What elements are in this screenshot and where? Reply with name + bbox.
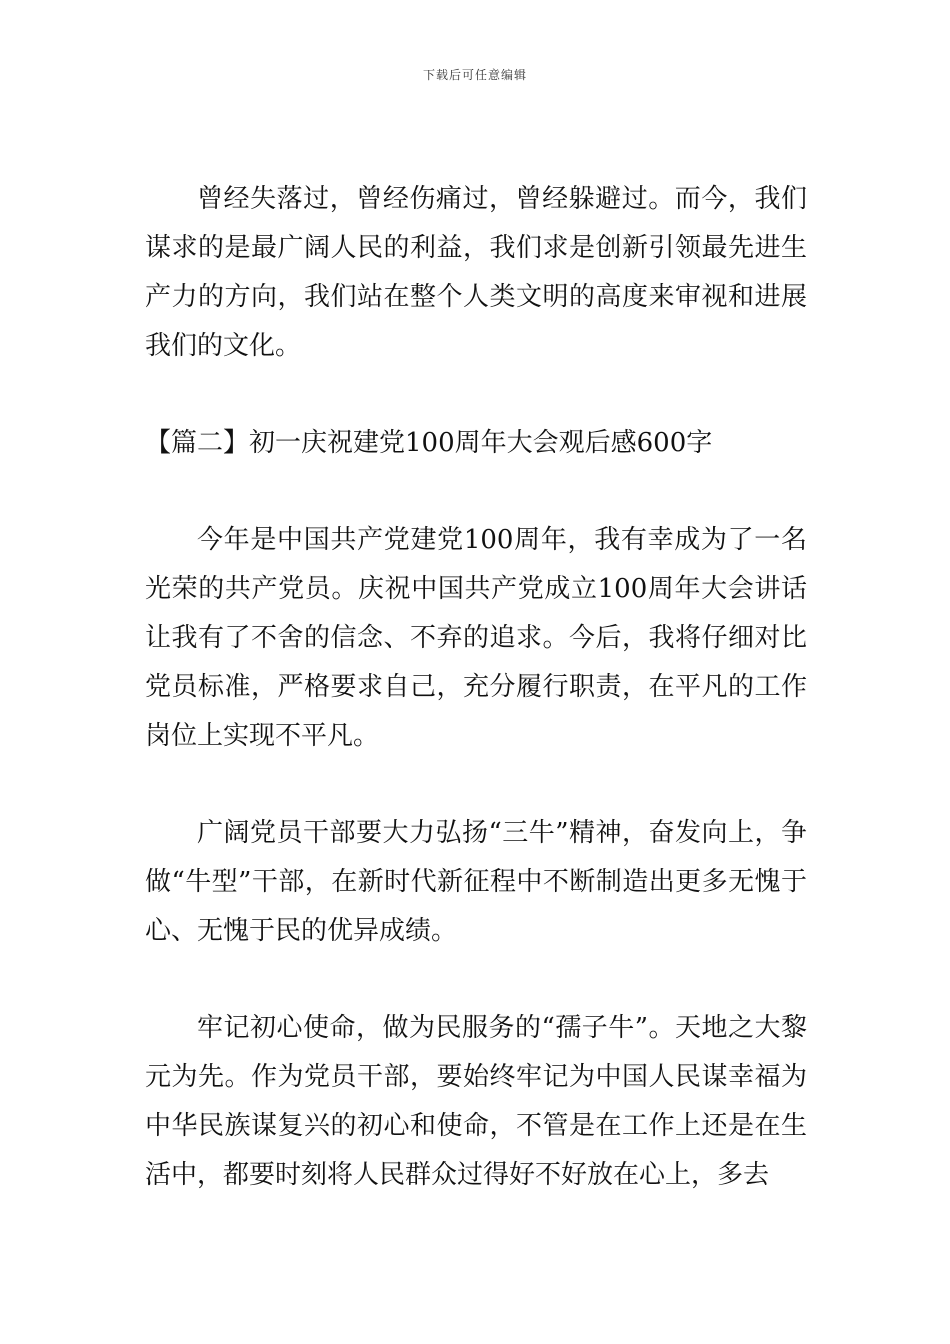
paragraph-gap bbox=[145, 468, 807, 516]
paragraph-gap bbox=[145, 761, 807, 809]
paragraph-1: 曾经失落过，曾经伤痛过，曾经躲避过。而今，我们谋求的是最广阔人民的利益，我们求是创新引领最先进生产力的方向，我们站在整个人类文明的高度来审视和进展我们的文化。 bbox=[145, 184, 807, 361]
page-header: 下载后可任意编辑 bbox=[422, 68, 527, 82]
paragraph-4: 牢记初心使命，做为民服务的“孺子牛”。天地之大黎元为先。作为党员干部，要始终牢记为中国人民谋幸福为中华民族谋复兴的初心和使命，不管是在工作上还是在生活中，都要时刻将人民群众过得好不好放在心上，多去 bbox=[145, 1013, 807, 1190]
paragraph-gap bbox=[145, 371, 807, 419]
paragraph-2: 今年是中国共产党建党100周年，我有幸成为了一名光荣的共产党员。庆祝中国共产党成立100周年大会讲话让我有了不舍的信念、不弃的追求。今后，我将仔细对比党员标准，严格要求自己，充分履行职责，在平凡的工作岗位上实现不平凡。 bbox=[145, 525, 807, 751]
document-body bbox=[145, 175, 807, 1200]
paragraph-gap bbox=[145, 956, 807, 1004]
paragraph-3: 广阔党员干部要大力弘扬“三牛”精神，奋发向上，争做“牛型”干部，在新时代新征程中不断制造出更多无愧于心、无愧于民的优异成绩。 bbox=[145, 818, 807, 946]
section-heading: 【篇二】初一庆祝建党100周年大会观后感600字 bbox=[145, 428, 713, 458]
